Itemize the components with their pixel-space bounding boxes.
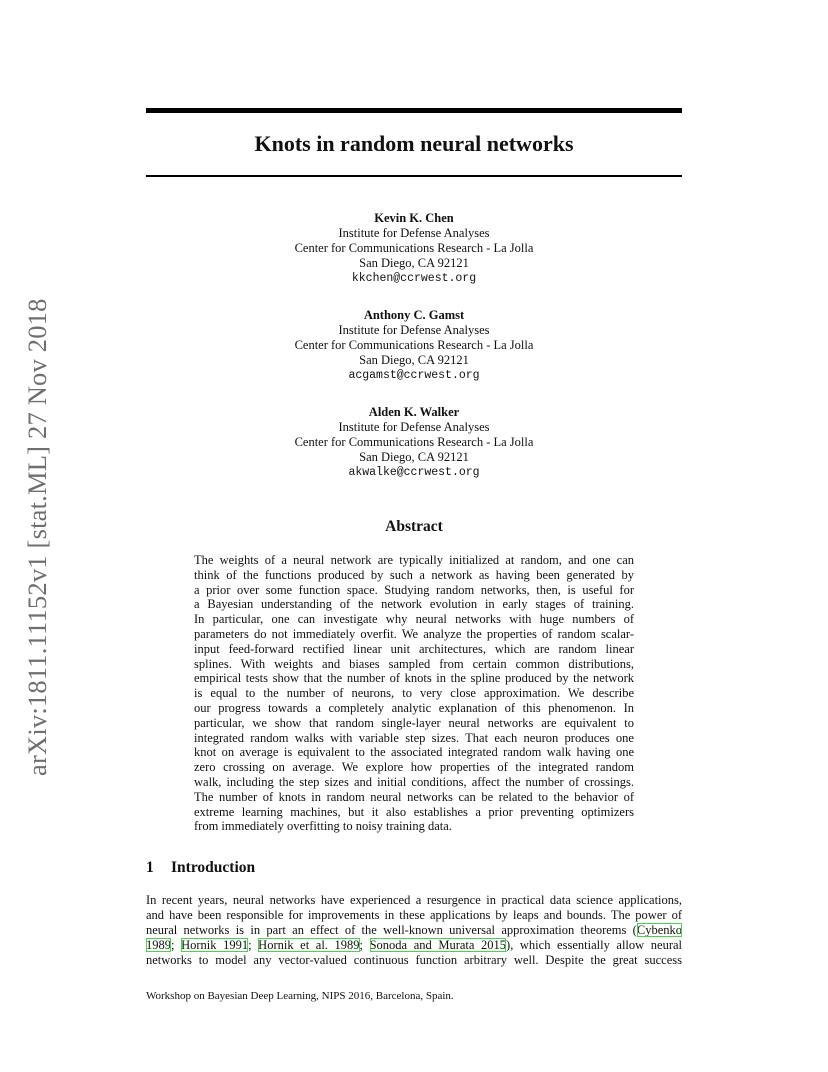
abstract-line: from immediately overfitting to noisy training data. xyxy=(194,819,452,834)
section-number: 1 xyxy=(146,859,154,876)
author-address: San Diego, CA 92121 xyxy=(359,256,469,270)
author-address: San Diego, CA 92121 xyxy=(359,353,469,367)
author-department: Center for Communications Research - La Jolla xyxy=(294,338,534,352)
abstract-line: think of the functions produced by such a network as having been generated by xyxy=(194,567,634,582)
author-department: Center for Communications Research - La Jolla xyxy=(294,435,534,449)
abstract-line: knot on average is equivalent to the associated integrated random walk having one xyxy=(194,745,634,760)
author-address: San Diego, CA 92121 xyxy=(359,450,469,464)
intro-line xyxy=(146,938,682,953)
intro-line xyxy=(146,923,682,938)
citation-separator: ; xyxy=(359,938,370,952)
arxiv-stamp: arXiv:1811.11152v1 [stat.ML] 27 Nov 2018 xyxy=(22,298,52,776)
abstract-line: In particular, one can investigate why neural networks with huge numbers of xyxy=(194,612,634,627)
author-name: Kevin K. Chen xyxy=(374,211,454,225)
abstract-line: input feed-forward rectified linear unit architectures, which are random linear xyxy=(194,641,634,656)
author-affiliation: Institute for Defense Analyses xyxy=(338,420,490,434)
title-top-rule xyxy=(146,108,682,113)
citation-link-hornik-1991[interactable]: Hornik 1991 xyxy=(181,938,249,952)
abstract-line: The weights of a neural network are typically initialized at random, and one can xyxy=(194,553,634,567)
section-title: Introduction xyxy=(171,859,256,876)
footer-note: Workshop on Bayesian Deep Learning, NIPS 2016, Barcelona, Spain. xyxy=(146,990,454,1002)
intro-text: ), which essentially allow neural xyxy=(506,938,682,952)
abstract-line: a Bayesian understanding of the network evolution in early stages of training. xyxy=(194,597,634,612)
intro-line: and have been responsible for improvements in these applications by leaps and bounds. The power of xyxy=(146,908,682,922)
citation-separator: ; xyxy=(248,938,259,952)
citation-link-cybenko[interactable]: Cybenko xyxy=(636,923,682,937)
citation-link-sonoda[interactable]: Sonoda and Murata 2015 xyxy=(369,938,507,952)
abstract-line: particular, we show that random single-layer neural networks are equivalent to xyxy=(194,715,634,730)
citation-separator: ; xyxy=(171,938,182,952)
author-block xyxy=(146,211,682,502)
abstract-body xyxy=(194,553,634,834)
author-affiliation: Institute for Defense Analyses xyxy=(338,323,490,337)
abstract-line: walk, including the step sizes and initial conditions, affect the number of crossings. xyxy=(194,774,634,789)
abstract-line: zero crossing on average. We explore how properties of the integrated random xyxy=(194,760,634,775)
author-email: kkchen@ccrwest.org xyxy=(351,272,477,285)
citation-link-hornik-1989[interactable]: Hornik et al. 1989 xyxy=(258,938,360,952)
introduction-body xyxy=(146,893,682,968)
section-heading xyxy=(146,859,255,877)
abstract-line: integrated random walks with variable step sizes. That each neuron produces one xyxy=(194,730,634,745)
abstract-heading: Abstract xyxy=(385,518,443,535)
intro-text: neural networks is in part an effect of the well-known universal approximation theorems ( xyxy=(146,923,637,937)
author-name: Anthony C. Gamst xyxy=(363,308,465,322)
title-bottom-rule xyxy=(146,175,682,177)
abstract-line: empirical tests show that the number of knots in the spline produced by the network xyxy=(194,671,634,686)
author-email: akwalke@ccrwest.org xyxy=(348,466,480,479)
intro-line: networks to model any vector-valued continuous function arbitrary well. Despite the great success xyxy=(146,953,682,967)
author-name: Alden K. Walker xyxy=(368,405,460,419)
abstract-line: The number of knots in random neural networks can be related to the behavior of xyxy=(194,789,634,804)
author-entry xyxy=(146,308,682,383)
abstract-line: a prior over some function space. Studying random networks, then, is useful for xyxy=(194,582,634,597)
abstract-line: extreme learning machines, but it also establishes a prior preventing optimizers xyxy=(194,804,634,819)
paper-title: Knots in random neural networks xyxy=(254,131,574,156)
author-affiliation: Institute for Defense Analyses xyxy=(338,226,490,240)
abstract-line: is equal to the number of neurons, to very close approximation. We describe xyxy=(194,686,634,701)
abstract-line: parameters do not immediately overfit. We analyze the properties of random scalar- xyxy=(194,626,634,641)
author-entry xyxy=(146,211,682,286)
abstract-line: our progress towards a completely analytic explanation of this phenomenon. In xyxy=(194,700,634,715)
author-email: acgamst@ccrwest.org xyxy=(348,369,480,382)
citation-link-cybenko-year[interactable]: 1989 xyxy=(146,938,171,952)
intro-line: In recent years, neural networks have experienced a resurgence in practical data science applications, xyxy=(146,893,682,907)
abstract-line: splines. With weights and biases sampled from certain common distributions, xyxy=(194,656,634,671)
author-department: Center for Communications Research - La Jolla xyxy=(294,241,534,255)
author-entry xyxy=(146,405,682,480)
